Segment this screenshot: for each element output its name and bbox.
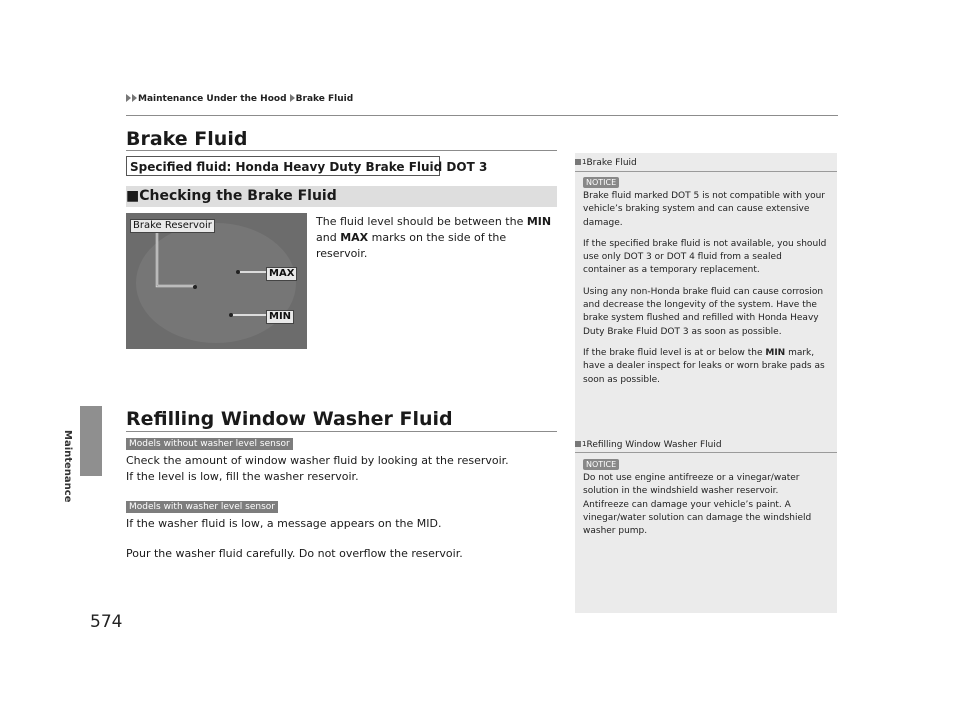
reference-marker-icon	[575, 159, 581, 165]
chevron-right-icon	[126, 94, 131, 102]
note-line: vinegar/water solution can damage the windshield	[583, 512, 812, 523]
note-divider	[575, 171, 837, 172]
square-bullet-icon: ■	[126, 188, 140, 204]
note-line: solution in the windshield washer reservoir.	[583, 486, 779, 497]
washer-note-text	[583, 472, 833, 538]
note-text-fragment: mark,	[785, 347, 815, 358]
note-line: use only DOT 3 or DOT 4 fluid from a sealed	[583, 252, 782, 263]
max-label: MAX	[340, 231, 369, 244]
title-divider	[126, 150, 557, 151]
washer-fluid-title: Refilling Window Washer Fluid	[126, 408, 453, 430]
max-callout: MAX	[266, 267, 297, 281]
washer-text-without	[126, 453, 556, 485]
note-title-text: Refilling Window Washer Fluid	[586, 440, 722, 450]
note-line: If the specified brake fluid is not available, you should	[583, 238, 827, 249]
section-tab	[80, 406, 102, 476]
brake-note-text	[583, 190, 833, 387]
breadcrumb-parent[interactable]: Maintenance Under the Hood	[138, 94, 287, 104]
note-line: Duty Brake Fluid DOT 3 as soon as possible.	[583, 326, 782, 337]
note-line: washer pump.	[583, 526, 648, 537]
min-callout: MIN	[266, 310, 294, 324]
tag-without-sensor: Models without washer level sensor	[126, 438, 293, 450]
title-divider	[126, 431, 557, 432]
note-title-text: Brake Fluid	[586, 158, 637, 168]
note-line: brake system flushed and refilled with Honda Heavy	[583, 313, 819, 324]
notice-badge: NOTICE	[583, 459, 619, 470]
washer-text-line: Check the amount of window washer fluid by looking at the reservoir.	[126, 454, 509, 467]
note-line: vehicle’s braking system and can cause extensive	[583, 204, 810, 215]
note-line: have a dealer inspect for leaks or worn brake pads as	[583, 361, 825, 372]
reservoir-illustration	[126, 213, 307, 349]
breadcrumb-current: Brake Fluid	[295, 94, 354, 104]
note-line: Using any non-Honda brake fluid can cause corrosion	[583, 286, 824, 297]
notice-badge: NOTICE	[583, 177, 619, 188]
specified-fluid-box: Specified fluid: Honda Heavy Duty Brake Fluid DOT 3	[126, 156, 440, 176]
checking-text	[316, 214, 561, 262]
washer-text-line: If the level is low, fill the washer reservoir.	[126, 470, 359, 483]
note-text-fragment: If the brake fluid level is at or below the	[583, 347, 766, 358]
header-divider	[126, 115, 838, 116]
brake-fluid-title: Brake Fluid	[126, 128, 248, 150]
note-line: Antifreeze can damage your vehicle’s paint. A	[583, 499, 791, 510]
washer-text-with: If the washer fluid is low, a message appears on the MID.	[126, 517, 442, 530]
tag-with-sensor: Models with washer level sensor	[126, 501, 278, 513]
brake-reservoir-photo	[126, 213, 307, 349]
note-line: soon as possible.	[583, 374, 661, 385]
checking-heading	[126, 186, 557, 207]
note-line: Brake fluid marked DOT 5 is not compatible with your	[583, 191, 826, 201]
note-line	[583, 347, 833, 360]
note-divider	[575, 452, 837, 453]
note-line: damage.	[583, 217, 623, 228]
note-line: Do not use engine antifreeze or a vinegar/water	[583, 473, 800, 483]
note-title-washer	[575, 440, 722, 450]
reference-number: 1	[582, 440, 587, 448]
min-label: MIN	[526, 215, 552, 228]
washer-pour-text: Pour the washer fluid carefully. Do not overflow the reservoir.	[126, 547, 463, 560]
chevron-right-icon	[132, 94, 137, 102]
page-number: 574	[90, 612, 123, 632]
section-tab-label: Maintenance	[62, 430, 73, 503]
chevron-right-icon	[290, 94, 295, 102]
min-label: MIN	[765, 347, 786, 358]
reference-number: 1	[582, 158, 587, 166]
breadcrumb	[126, 94, 353, 104]
checking-text-a: The fluid level should be between the	[316, 215, 527, 228]
note-title-brake	[575, 158, 637, 168]
notes-sidebar	[575, 153, 837, 613]
checking-text-b: and	[316, 231, 341, 244]
reference-marker-icon	[575, 441, 581, 447]
checking-heading-text: Checking the Brake Fluid	[139, 188, 337, 204]
note-line: and decrease the longevity of the system. Have the	[583, 300, 817, 311]
checking-text-c: marks on the side of the reservoir.	[316, 231, 507, 260]
note-line: container as a temporary replacement.	[583, 265, 760, 276]
reservoir-label: Brake Reservoir	[130, 219, 215, 233]
